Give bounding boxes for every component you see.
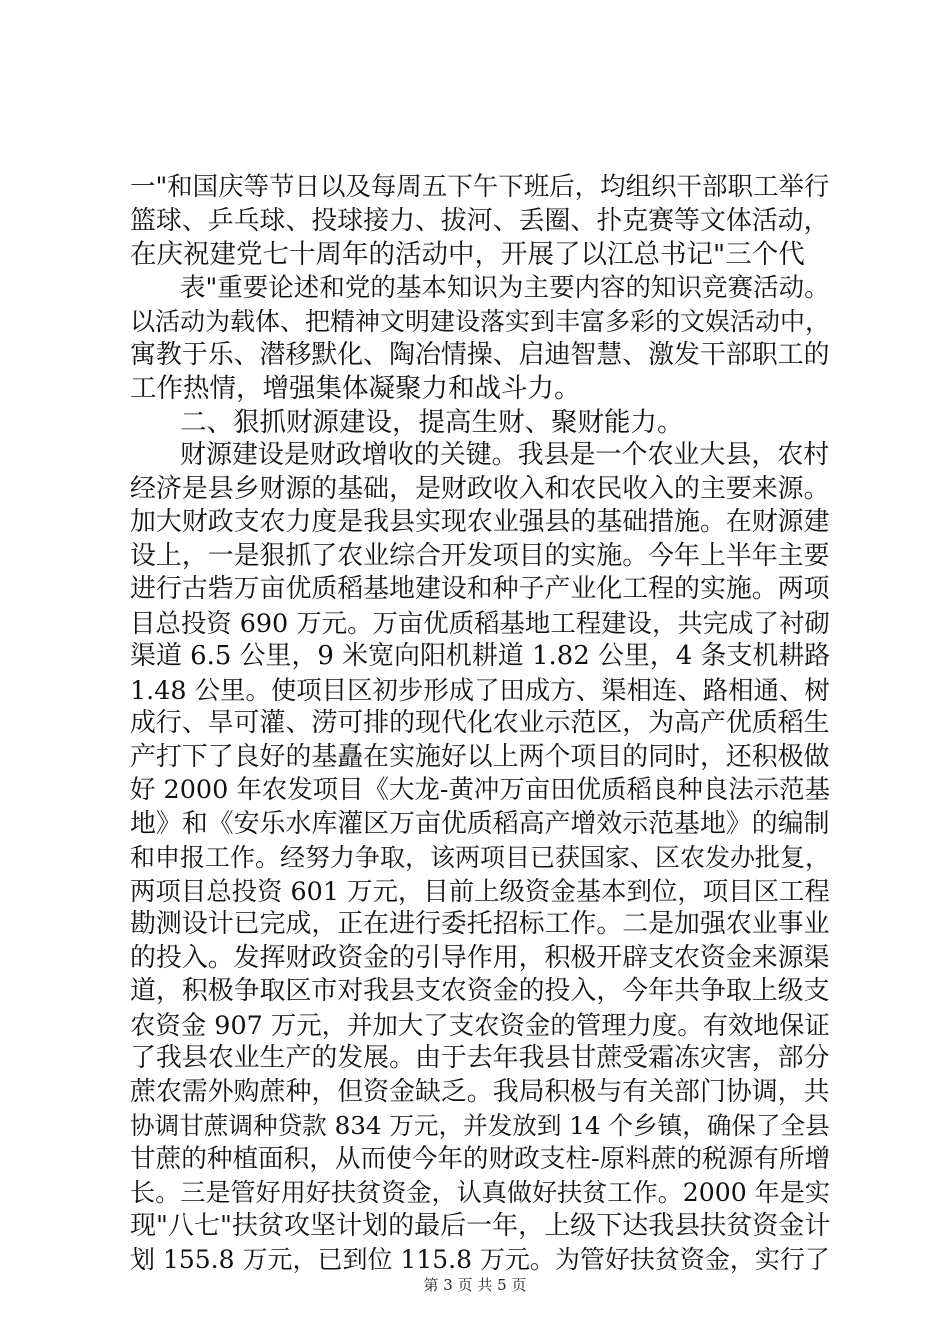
- text-line: 二、狠抓财源建设，提高生财、聚财能力。: [180, 406, 684, 438]
- text-line: 协调甘蔗调种贷款 834 万元，并发放到 14 个乡镇，确保了全县: [130, 1111, 830, 1140]
- text-line: 进行古砦万亩优质稻基地建设和种子产业化工程的实施。两项: [130, 574, 830, 604]
- text-line: 以活动为载体、把精神文明建设落实到丰富多彩的文娱活动中，: [130, 307, 831, 336]
- text-line: 一"和国庆等节日以及每周五下午下班后，均组织干部职工举行: [130, 172, 830, 202]
- text-line: 甘蔗的种植面积，从而使今年的财政支柱-原料蔗的税源有所增: [130, 1143, 831, 1174]
- text-line: 表"重要论述和党的基本知识为主要内容的知识竞赛活动。: [180, 272, 830, 303]
- text-line: 长。三是管好用好扶贫资金，认真做好扶贫工作。2000 年是实: [130, 1178, 831, 1207]
- text-line: 成行、旱可灌、涝可排的现代化农业示范区，为高产优质稻生: [130, 708, 830, 738]
- body-text: [130, 171, 830, 1277]
- text-line: 设上，一是狠抓了农业综合开发项目的实施。今年上半年主要: [130, 540, 830, 571]
- text-line: 目总投资 690 万元。万亩优质稻基地工程建设，共完成了衬砌: [130, 607, 830, 638]
- text-line: 渠道 6.5 公里，9 米宽向阳机耕道 1.82 公里，4 条支机耕路: [130, 641, 831, 671]
- text-line: 财源建设是财政增收的关键。我县是一个农业大县，农村: [180, 440, 830, 470]
- text-line: 好 2000 年农发项目《大龙-黄冲万亩田优质稻良种良法示范基: [130, 775, 831, 805]
- text-line: 产打下了良好的基矗在实施好以上两个项目的同时，还积极做: [130, 741, 830, 772]
- text-line: 寓教于乐、潜移默化、陶冶情操、启迪智慧、激发干部职工的: [130, 339, 830, 370]
- text-line: 地》和《安乐水库灌区万亩优质稻高产增效示范基地》的编制: [130, 808, 830, 839]
- text-line: 经济是县乡财源的基础，是财政收入和农民收入的主要来源。: [130, 473, 830, 504]
- text-line: 的投入。发挥财政资金的引导作用，积极开辟支农资金来源渠: [130, 942, 830, 973]
- text-line: 篮球、乒乓球、投球接力、拔河、丢圈、扑克赛等文体活动，: [130, 205, 830, 236]
- text-line: 两项目总投资 601 万元，目前上级资金基本到位，项目区工程: [130, 875, 830, 906]
- text-line: 农资金 907 万元，并加大了支农资金的管理力度。有效地保证: [130, 1009, 830, 1040]
- text-line: 了我县农业生产的发展。由于去年我县甘蔗受霜冻灾害，部分: [130, 1043, 830, 1073]
- text-line: 加大财政支农力度是我县实现农业强县的基础措施。在财源建: [130, 507, 830, 537]
- text-line: 道，积极争取区市对我县支农资金的投入，今年共争取上级支: [130, 976, 830, 1006]
- page-footer: 第 3 页 共 5 页: [423, 1276, 527, 1294]
- text-line: 现"八七"扶贫攻坚计划的最后一年，上级下达我县扶贫资金计: [130, 1210, 831, 1241]
- text-line: 勘测设计已完成，正在进行委托招标工作。二是加强农业事业: [130, 909, 830, 939]
- text-line: 划 155.8 万元，已到位 115.8 万元。为管好扶贫资金，实行了: [130, 1245, 830, 1274]
- text-line: 蔗农需外购蔗种，但资金缺乏。我局积极与有关部门协调，共: [130, 1076, 830, 1107]
- text-line: 工作热情，增强集体凝聚力和战斗力。: [130, 373, 581, 404]
- text-line: 和申报工作。经努力争取，该两项目已获国家、区农发办批复，: [130, 843, 831, 872]
- text-line: 1.48 公里。使项目区初步形成了田成方、渠相连、路相通、树: [130, 674, 830, 705]
- text-line: 在庆祝建党七十周年的活动中，开展了以江总书记"三个代: [130, 239, 805, 270]
